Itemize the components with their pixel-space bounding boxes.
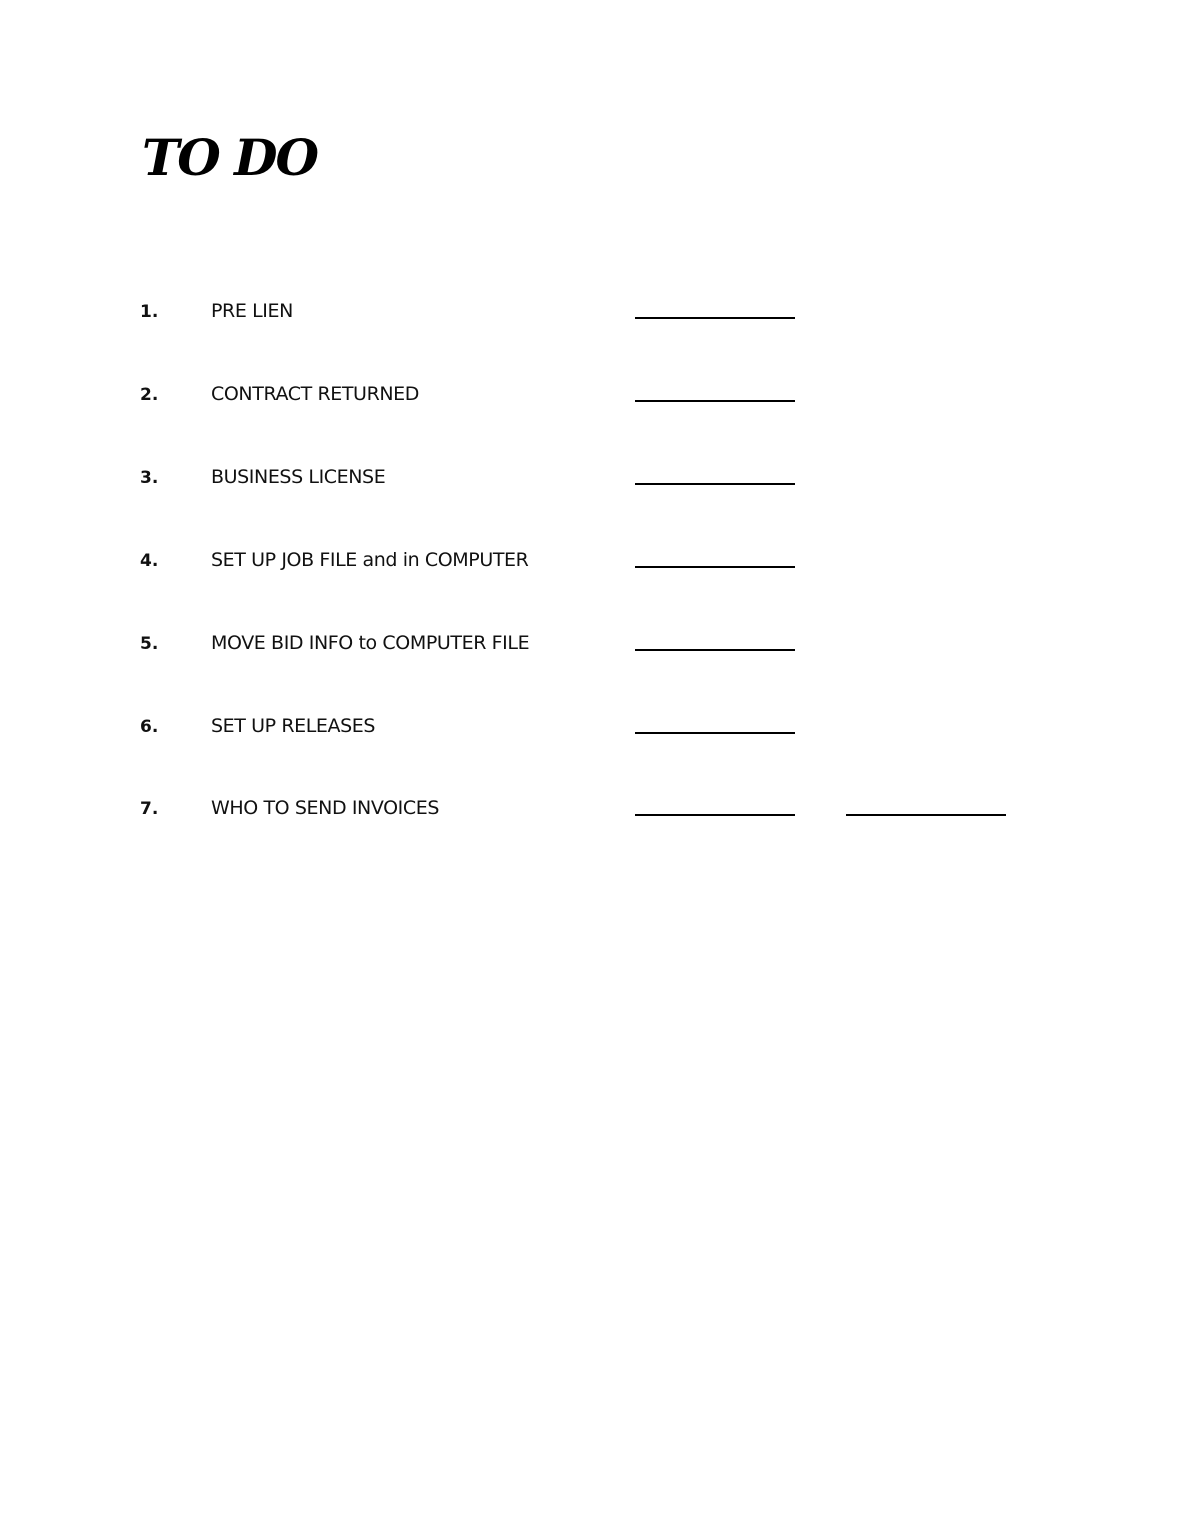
page-title: TO DO: [142, 128, 318, 187]
item-label: SET UP RELEASES: [211, 715, 376, 737]
completion-blank[interactable]: [635, 649, 795, 651]
item-label: CONTRACT RETURNED: [211, 383, 420, 405]
item-number: 5.: [140, 634, 159, 654]
item-number: 3.: [140, 468, 159, 488]
todo-item-6: [0, 707, 1200, 747]
todo-item-3: [0, 458, 1200, 498]
item-number: 1.: [140, 302, 159, 322]
todo-item-4: [0, 541, 1200, 581]
item-label: MOVE BID INFO to COMPUTER FILE: [211, 632, 530, 654]
item-number: 6.: [140, 717, 159, 737]
completion-blank[interactable]: [635, 814, 795, 816]
item-number: 7.: [140, 799, 159, 819]
completion-blank[interactable]: [635, 483, 795, 485]
completion-blank[interactable]: [635, 317, 795, 319]
todo-item-1: [0, 292, 1200, 332]
todo-item-2: [0, 375, 1200, 415]
completion-blank[interactable]: [635, 732, 795, 734]
item-label: WHO TO SEND INVOICES: [211, 797, 439, 819]
todo-item-7: [0, 789, 1200, 829]
item-number: 4.: [140, 551, 159, 571]
completion-blank[interactable]: [635, 400, 795, 402]
completion-blank-second[interactable]: [846, 814, 1006, 816]
item-label: BUSINESS LICENSE: [211, 466, 386, 488]
item-label: PRE LIEN: [211, 300, 293, 322]
item-number: 2.: [140, 385, 159, 405]
completion-blank[interactable]: [635, 566, 795, 568]
item-label: SET UP JOB FILE and in COMPUTER: [211, 549, 529, 571]
todo-item-5: [0, 624, 1200, 664]
